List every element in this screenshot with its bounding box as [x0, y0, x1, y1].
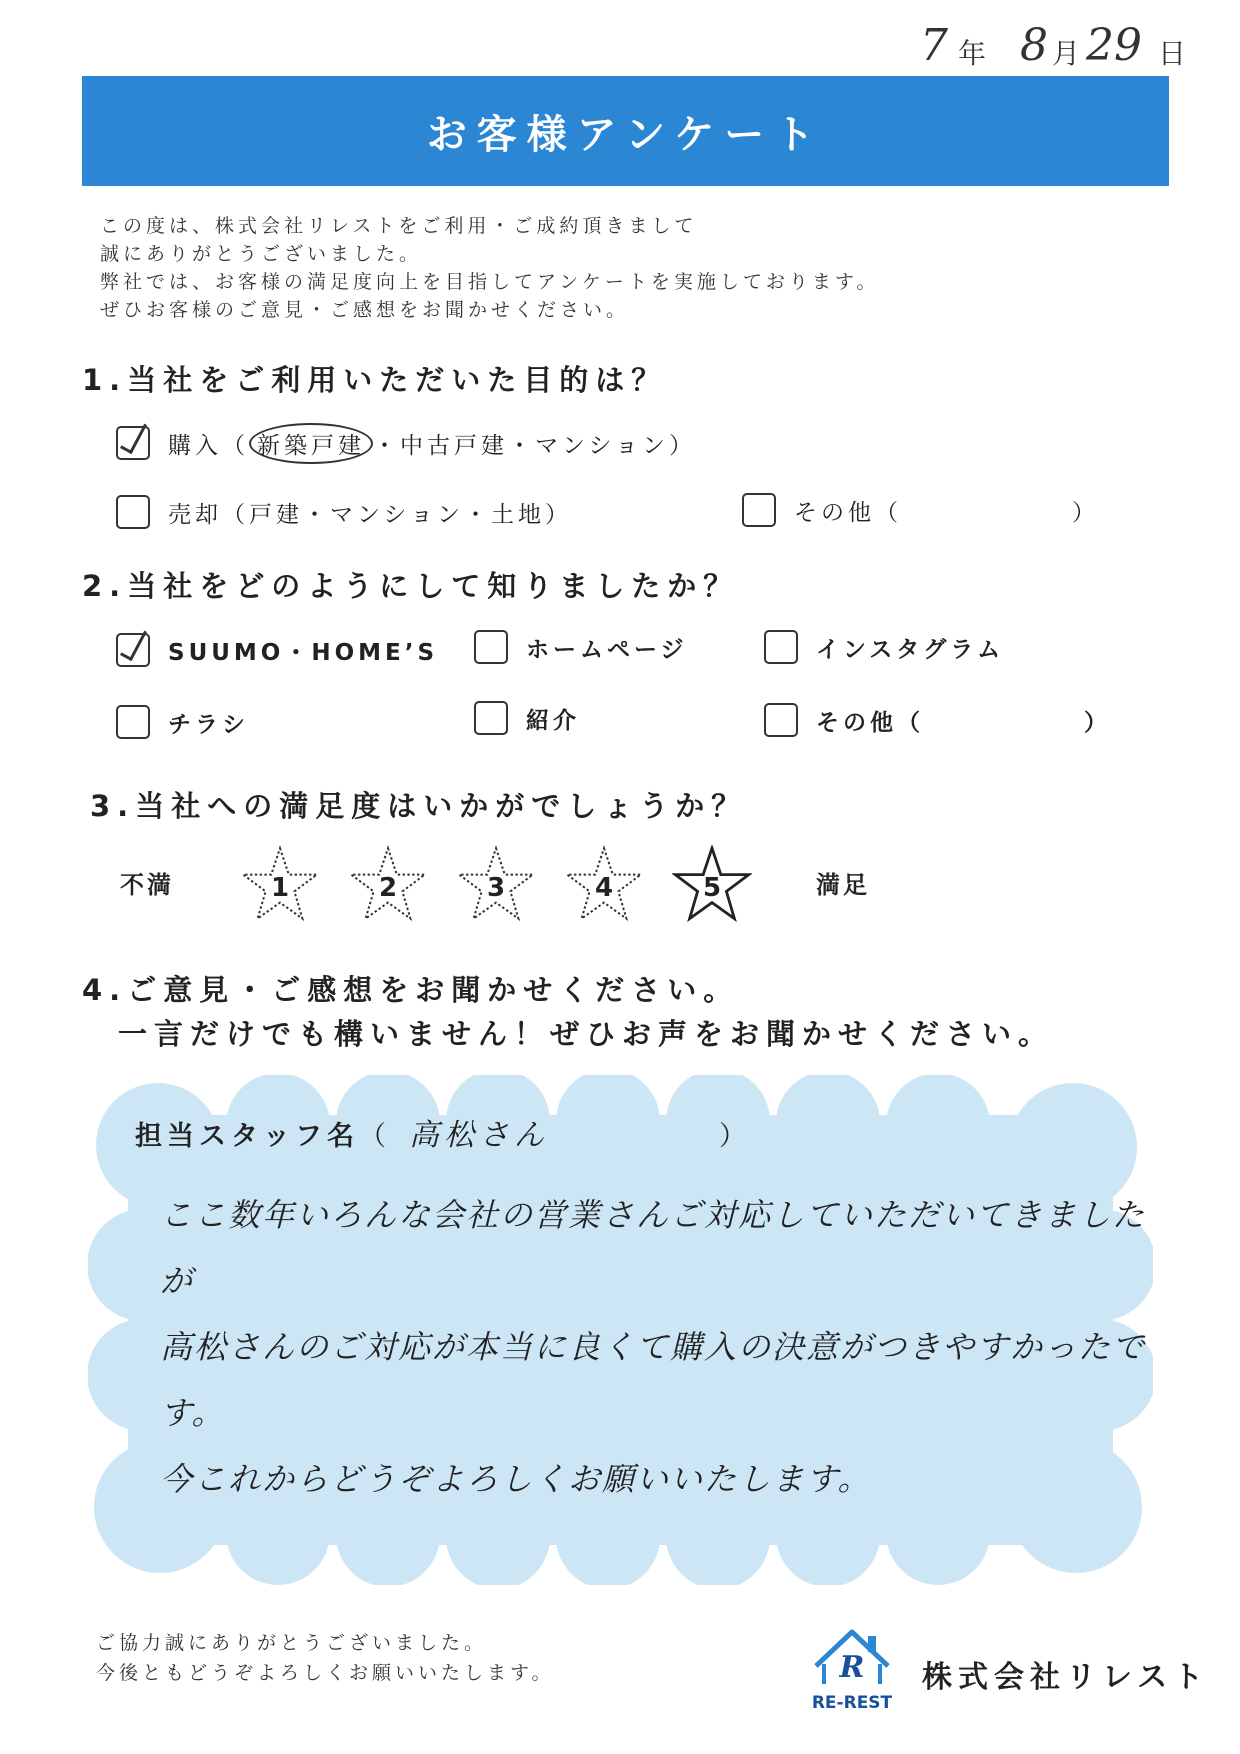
- star-number: 5: [702, 873, 722, 903]
- company-logo: [802, 1622, 902, 1714]
- q2-flyer-label: チラシ: [168, 711, 249, 738]
- rating-star-2[interactable]: [348, 845, 428, 925]
- q1-purchase-checkbox[interactable]: [116, 426, 150, 460]
- staff-close-paren: ）: [719, 1121, 751, 1152]
- comment-line: 高松さんのご対応が本当に良くて購入の決意がつきやすかったです。: [160, 1328, 1147, 1432]
- date-day-value: 29: [1086, 20, 1142, 71]
- q2-option-flyer[interactable]: [116, 705, 249, 739]
- q2-homepage-checkbox[interactable]: [474, 630, 508, 664]
- company-name: 株式会社リレスト: [922, 1660, 1210, 1695]
- date-year-value: 7: [920, 20, 948, 71]
- star-number: 4: [594, 873, 614, 903]
- intro-line: ぜひお客様のご意見・ご感想をお聞かせください。: [100, 299, 630, 321]
- title-banner: [82, 76, 1169, 186]
- q2-referral-checkbox[interactable]: [474, 701, 508, 735]
- q1-option-purchase[interactable]: [116, 426, 696, 460]
- q2-flyer-checkbox[interactable]: [116, 705, 150, 739]
- question-3-title: 3.当社への満足度はいかがでしょうか？: [90, 789, 748, 823]
- q1-purchase-circled: 新築戸建: [249, 423, 373, 464]
- star-number: 2: [378, 873, 398, 903]
- staff-name-row: [135, 1110, 751, 1154]
- q2-other-checkbox[interactable]: [764, 703, 798, 737]
- question-4-title-line1: 4.ご意見・ご感想をお聞かせください。: [82, 973, 740, 1007]
- thanks-line: 今後ともどうぞよろしくお願いいたします。: [96, 1662, 555, 1684]
- staff-name[interactable]: 高松さん: [409, 1118, 549, 1153]
- q2-option-suumo[interactable]: [116, 633, 438, 667]
- page-title: お客様アンケート: [426, 111, 825, 158]
- staff-open-paren: （: [359, 1121, 391, 1152]
- comment-line: 今これからどうぞよろしくお願いいたします。: [160, 1460, 872, 1498]
- thanks-line: ご協力誠にありがとうございました。: [96, 1632, 488, 1654]
- q1-purchase-prefix: 購入（: [168, 432, 249, 459]
- rating-star-5-selected[interactable]: [672, 845, 752, 925]
- q2-instagram-checkbox[interactable]: [764, 630, 798, 664]
- satisfaction-rating: [120, 845, 1020, 945]
- q1-other-checkbox[interactable]: [742, 493, 776, 527]
- rating-star-3[interactable]: [456, 845, 536, 925]
- q1-option-other[interactable]: [742, 493, 1099, 527]
- q2-option-referral[interactable]: [474, 701, 580, 735]
- rating-low-label: 不満: [120, 871, 174, 899]
- svg-text:RE-REST: RE-REST: [811, 1693, 893, 1713]
- date-day-label: 日: [1158, 37, 1187, 70]
- question-1-title: 1.当社をご利用いただいた目的は？: [82, 363, 668, 397]
- q2-referral-label: 紹介: [526, 707, 580, 734]
- star-number: 1: [270, 873, 290, 903]
- q2-option-homepage[interactable]: [474, 630, 688, 664]
- survey-date: [920, 18, 1210, 78]
- q2-other-label: その他（: [816, 709, 924, 736]
- comment-line: ここ数年いろんな会社の営業さんご対応していただいてきましたが: [160, 1196, 1147, 1300]
- q2-suumo-checkbox[interactable]: [116, 633, 150, 667]
- star-number: 3: [486, 873, 506, 903]
- house-logo-icon: [802, 1622, 902, 1714]
- q1-other-close: ）: [1072, 499, 1099, 526]
- intro-line: 弊社では、お客様の満足度向上を目指してアンケートを実施しております。: [100, 271, 880, 293]
- staff-label: 担当スタッフ名: [135, 1121, 359, 1152]
- intro-line: 誠にありがとうございました。: [100, 243, 423, 265]
- date-year-label: 年: [958, 37, 987, 70]
- q1-option-sale[interactable]: [116, 495, 572, 529]
- intro-line: この度は、株式会社リレストをご利用・ご成約頂きまして: [100, 215, 698, 237]
- q2-suumo-label: SUUMO・HOME’S: [168, 639, 439, 666]
- q1-sale-label: 売却（戸建・マンション・土地）: [168, 501, 572, 528]
- q2-option-instagram[interactable]: [764, 630, 1004, 664]
- q2-instagram-label: インスタグラム: [816, 636, 1005, 663]
- q1-other-label: その他（: [794, 499, 902, 526]
- q2-other-close: ）: [1084, 709, 1111, 736]
- q1-sale-checkbox[interactable]: [116, 495, 150, 529]
- date-month-value: 8: [1020, 20, 1048, 71]
- question-4-title-line2: 一言だけでも構いません！ぜひお声をお聞かせください。: [118, 1017, 1055, 1051]
- q1-purchase-suffix: ・中古戸建・マンション）: [373, 432, 696, 459]
- question-2-title: 2.当社をどのようにして知りましたか？: [82, 569, 740, 603]
- rating-star-1[interactable]: [240, 845, 320, 925]
- date-month-label: 月: [1052, 37, 1081, 70]
- q2-option-other[interactable]: [764, 703, 1111, 737]
- q2-homepage-label: ホームページ: [526, 636, 688, 663]
- rating-star-4[interactable]: [564, 845, 644, 925]
- footer-thanks: [96, 1628, 554, 1688]
- rating-high-label: 満足: [816, 871, 870, 899]
- intro-text: [100, 212, 1150, 324]
- customer-comments[interactable]: [160, 1182, 1150, 1512]
- svg-text:R: R: [839, 1650, 865, 1685]
